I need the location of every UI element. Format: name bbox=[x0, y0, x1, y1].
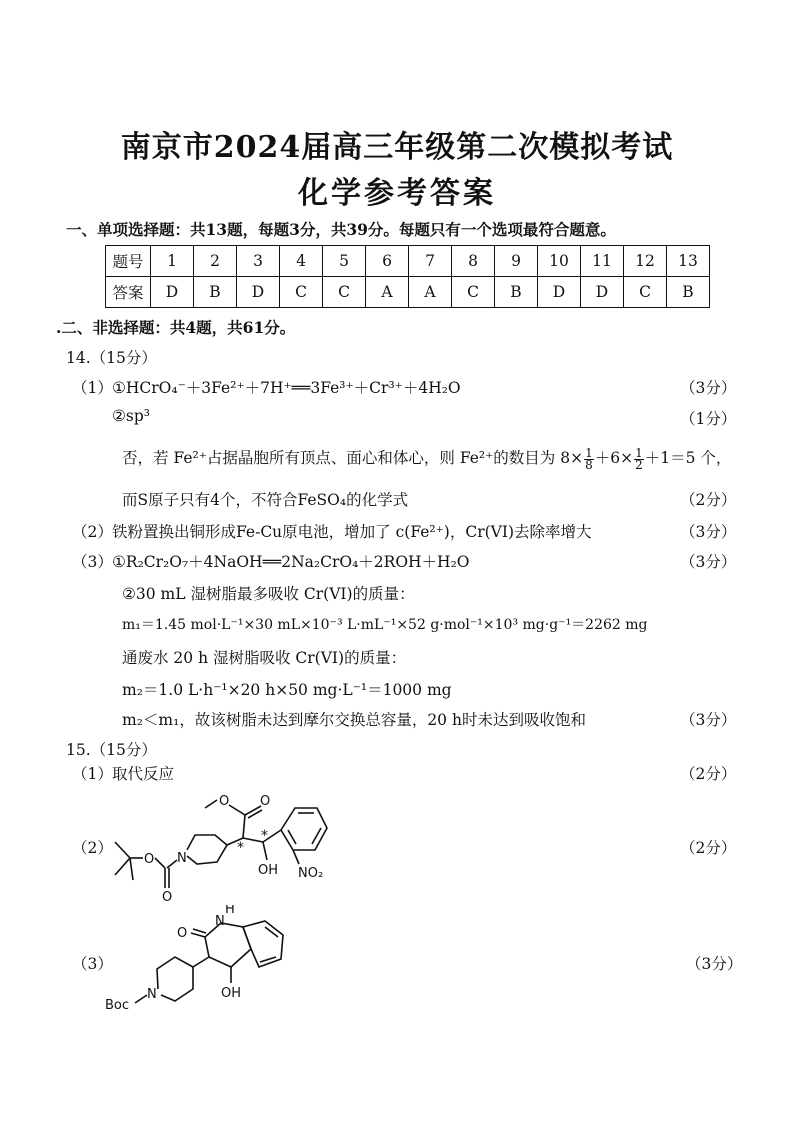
atom-label: O bbox=[260, 794, 271, 809]
q15-part2-score: （2分） bbox=[680, 839, 737, 857]
section2-heading: .二、非选择题：共4题，共61分。 bbox=[56, 318, 296, 337]
table-cell: 11 bbox=[581, 246, 624, 277]
table-cell: 12 bbox=[624, 246, 667, 277]
table-cell: D bbox=[538, 277, 581, 308]
q14-part1d-score: （2分） bbox=[680, 491, 737, 509]
q14-header: 14.（15分） bbox=[66, 349, 157, 367]
stereo-star: * bbox=[237, 840, 244, 856]
q14-part3-score: （3分） bbox=[680, 553, 737, 571]
fraction bbox=[584, 445, 594, 472]
bond bbox=[245, 806, 261, 815]
q14-part1c-text: 否，若 Fe²⁺占据晶胞所有顶点、面心和体心，则 Fe²⁺的数目为 8× bbox=[122, 449, 584, 467]
q14-part1b: ②sp³ bbox=[112, 407, 150, 425]
table-cell: 10 bbox=[538, 246, 581, 277]
q14-part1-score: （3分） bbox=[680, 379, 737, 397]
atom-label: N bbox=[147, 987, 157, 1002]
q14-part3c: m₁＝1.45 mol·L⁻¹×30 mL×10⁻³ L·mL⁻¹×52 g·mol⁻¹×10³ mg·g⁻¹＝2262 mg bbox=[122, 617, 648, 633]
bond bbox=[248, 810, 262, 818]
table-cell: C bbox=[323, 277, 366, 308]
q14-part1-label: （1） bbox=[72, 379, 113, 397]
benzene-ring bbox=[243, 921, 283, 967]
bond bbox=[263, 842, 267, 860]
q15-part3-score: （3分） bbox=[686, 955, 743, 973]
table-cell: 3 bbox=[237, 246, 280, 277]
q14-part3b: ②30 mL 湿树脂最多吸收 Cr(VI)的质量： bbox=[122, 585, 415, 603]
atom-label: Boc bbox=[105, 998, 130, 1013]
bond bbox=[115, 842, 130, 858]
table-cell: C bbox=[280, 277, 323, 308]
table-cell: 13 bbox=[667, 246, 710, 277]
bond bbox=[265, 927, 278, 937]
q14-part1d: 而S原子只有4个，不符合FeSO₄的化学式 bbox=[122, 491, 409, 509]
q14-part3f: m₂＜m₁，故该树脂未达到摩尔交换总容量，20 h时未达到吸收饱和 bbox=[122, 711, 586, 729]
q15-part2-label: （2） bbox=[72, 839, 113, 857]
fraction bbox=[634, 445, 644, 472]
q15-part1-score: （2分） bbox=[680, 765, 737, 783]
table-cell: A bbox=[366, 277, 409, 308]
table-row-label: 题号 bbox=[106, 246, 151, 277]
q15-part1-label: （1） bbox=[72, 765, 113, 783]
bond bbox=[130, 858, 133, 880]
q14-part3e: m₂＝1.0 L·h⁻¹×20 h×50 mg·L⁻¹＝1000 mg bbox=[122, 681, 452, 699]
fraction-denominator: 8 bbox=[585, 457, 593, 472]
ring bbox=[157, 957, 193, 1001]
table-cell: 7 bbox=[409, 246, 452, 277]
q15-part3-label: （3） bbox=[72, 955, 113, 973]
atom-label: OH bbox=[221, 986, 242, 1001]
table-cell: 8 bbox=[452, 246, 495, 277]
bond bbox=[229, 805, 245, 815]
bond bbox=[193, 957, 209, 967]
table-cell: C bbox=[452, 277, 495, 308]
q14-part3f-score: （3分） bbox=[680, 711, 737, 729]
table-cell: A bbox=[409, 277, 452, 308]
answer-table bbox=[105, 245, 710, 308]
bond bbox=[193, 929, 206, 933]
q15-part1: 取代反应 bbox=[112, 765, 175, 783]
table-cell: C bbox=[624, 277, 667, 308]
structure-3 bbox=[105, 905, 305, 1015]
bond bbox=[191, 933, 205, 937]
stereo-star: * bbox=[261, 828, 268, 844]
ring bbox=[187, 835, 227, 864]
table-cell: B bbox=[495, 277, 538, 308]
q14-part1c bbox=[122, 446, 731, 471]
q14-part1c-text: ＋1＝5 个， bbox=[644, 449, 732, 467]
structure-2 bbox=[95, 780, 355, 905]
bond bbox=[205, 800, 217, 808]
table-cell: 4 bbox=[280, 246, 323, 277]
bond bbox=[288, 830, 296, 844]
table-cell: D bbox=[151, 277, 194, 308]
atom-label: OH bbox=[258, 863, 279, 878]
table-row bbox=[106, 277, 710, 308]
bond bbox=[167, 860, 177, 868]
fraction-numerator: 1 bbox=[635, 445, 643, 460]
q14-part3-label: （3） bbox=[72, 553, 113, 571]
atom-label: O bbox=[144, 852, 155, 867]
table-row bbox=[106, 246, 710, 277]
bond bbox=[293, 850, 299, 864]
table-row-label: 答案 bbox=[106, 277, 151, 308]
table-cell: D bbox=[237, 277, 280, 308]
page-title: 南京市2024届高三年级第二次模拟考试 bbox=[120, 130, 674, 165]
q14-part3-equation: ①R₂Cr₂O₇＋4NaOH══2Na₂CrO₄＋2ROH＋H₂O bbox=[112, 553, 470, 571]
atom-label: O bbox=[177, 926, 188, 941]
bond bbox=[243, 815, 245, 838]
page-subtitle: 化学参考答案 bbox=[298, 176, 496, 211]
q14-part2: 铁粉置换出铜形成Fe-Cu原电池，增加了 c(Fe²⁺)，Cr(VI)去除率增大 bbox=[112, 523, 592, 541]
bond bbox=[115, 858, 130, 875]
atom-label: H bbox=[225, 905, 235, 917]
table-cell: 2 bbox=[194, 246, 237, 277]
bond bbox=[135, 995, 147, 1003]
atom-label: N bbox=[177, 851, 187, 866]
table-cell: B bbox=[667, 277, 710, 308]
q14-part3d: 通废水 20 h 湿树脂吸收 Cr(VI)的质量： bbox=[122, 649, 407, 667]
atom-label: O bbox=[162, 890, 173, 905]
q14-part1b-score: （1分） bbox=[680, 410, 737, 428]
table-cell: 5 bbox=[323, 246, 366, 277]
table-cell: 9 bbox=[495, 246, 538, 277]
section1-heading: 一、单项选择题：共13题，每题3分，共39分。每题只有一个选项最符合题意。 bbox=[66, 220, 616, 239]
fraction-denominator: 2 bbox=[635, 457, 643, 472]
atom-label: O bbox=[219, 794, 230, 809]
q14-part2-label: （2） bbox=[72, 523, 113, 541]
table-cell: 6 bbox=[366, 246, 409, 277]
atom-label: N bbox=[215, 914, 225, 929]
q14-part2-score: （3分） bbox=[680, 523, 737, 541]
bond bbox=[243, 838, 263, 842]
fraction-numerator: 1 bbox=[585, 445, 593, 460]
bond bbox=[155, 858, 165, 868]
q15-header: 15.（15分） bbox=[66, 741, 157, 759]
table-cell: D bbox=[581, 277, 624, 308]
q14-part1-equation: ①HCrO₄⁻＋3Fe²⁺＋7H⁺══3Fe³⁺＋Cr³⁺＋4H₂O bbox=[112, 379, 461, 397]
q14-part1c-text: ＋6× bbox=[594, 449, 634, 467]
atom-label: NO₂ bbox=[298, 866, 324, 881]
table-cell: 1 bbox=[151, 246, 194, 277]
table-cell: B bbox=[194, 277, 237, 308]
